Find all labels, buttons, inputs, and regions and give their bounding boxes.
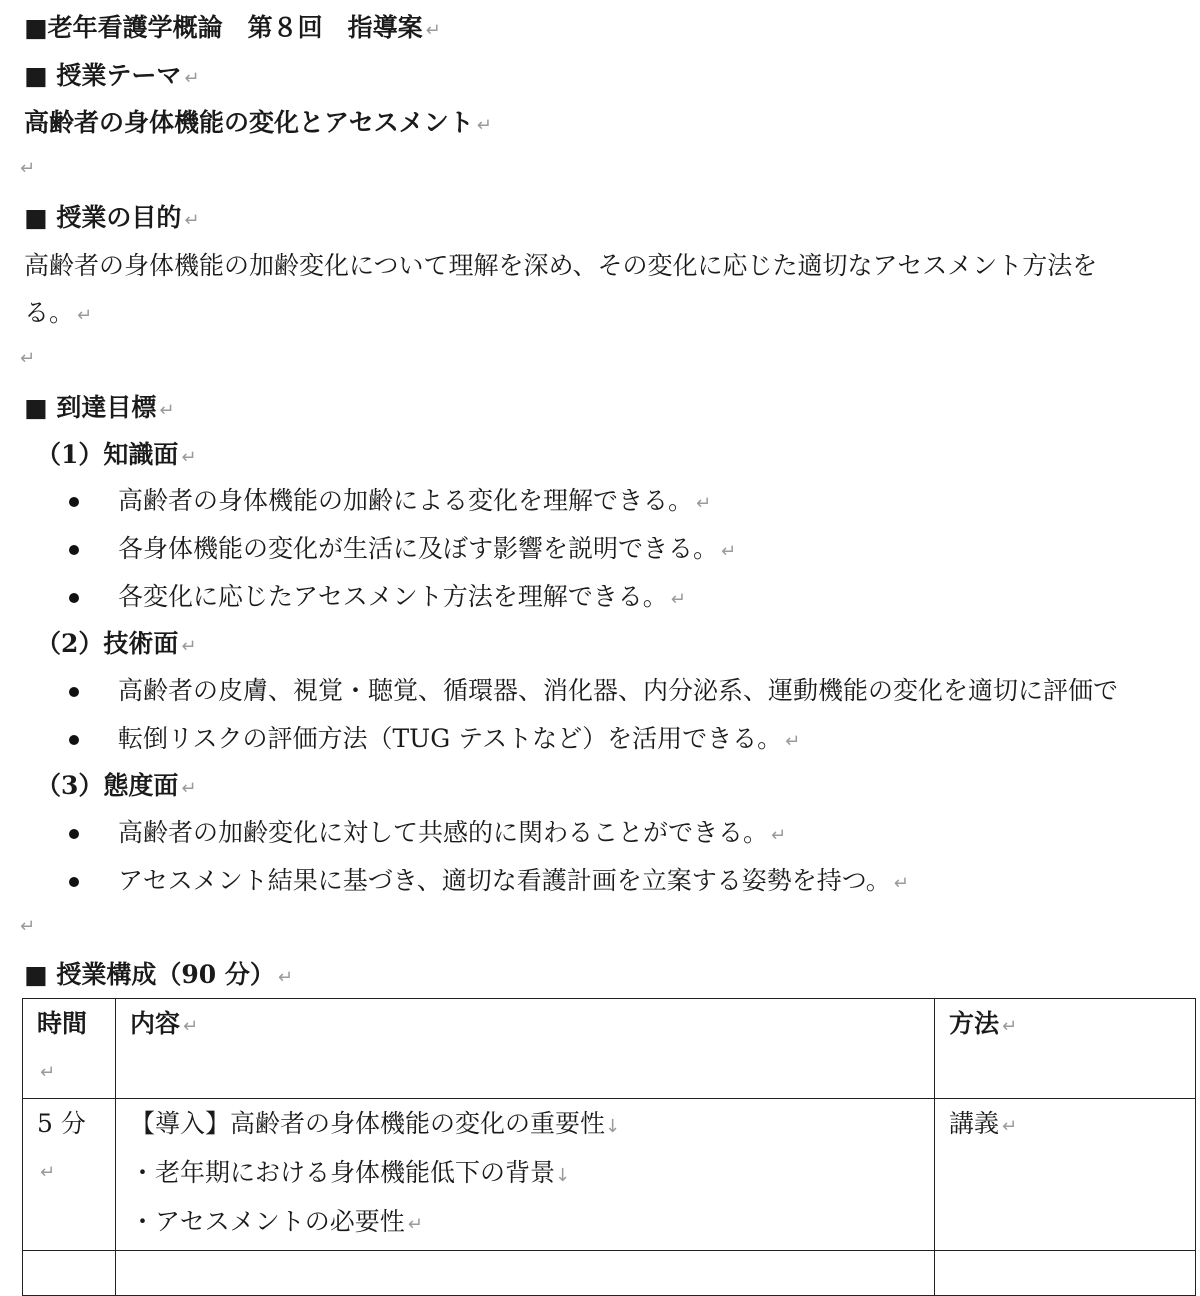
table-cell-method <box>935 1251 1196 1296</box>
goal-category-attitude <box>36 771 197 804</box>
bullet-icon <box>69 735 79 745</box>
purpose-text-line-2 <box>24 298 92 331</box>
structure-heading <box>24 960 293 993</box>
list-item <box>0 866 1200 896</box>
theme-text <box>24 108 492 141</box>
theme-text-value: 高齢者の身体機能の変化とアセスメント <box>24 108 474 137</box>
list-item-value: 高齢者の身体機能の加齢による変化を理解できる。 <box>118 486 694 515</box>
document-title-text: ■老年看護学概論 第８回 指導案 <box>24 13 423 42</box>
table-header-cell-content <box>116 999 935 1099</box>
paragraph-mark-icon: ↵ <box>277 967 293 988</box>
paragraph-mark-icon: ↵ <box>181 636 197 657</box>
content-line-value: ・アセスメントの必要性 <box>130 1207 405 1236</box>
empty-paragraph-mark-icon: ↵ <box>20 348 36 369</box>
list-item-value: 転倒リスクの評価方法（TUG テストなど）を活用できる。 <box>118 724 783 753</box>
bullet-icon <box>69 877 79 887</box>
header-label: 内容 <box>130 1009 181 1038</box>
paragraph-mark-icon: ↵ <box>181 447 197 468</box>
cell-value: 講義 <box>949 1109 1000 1138</box>
paragraph-mark-icon: ↵ <box>159 400 175 421</box>
list-item-value: アセスメント結果に基づき、適切な看護計画を立案する姿勢を持つ。 <box>118 866 891 895</box>
table-row <box>23 1251 1196 1296</box>
paragraph-mark-icon: ↵ <box>77 305 93 326</box>
content-line <box>130 1150 920 1199</box>
header-label: 時間 <box>37 1009 88 1038</box>
table-header-cell-method <box>935 999 1196 1099</box>
paragraph-mark-icon: ↵ <box>893 873 909 894</box>
table-row <box>23 1099 1196 1251</box>
goals-heading-text: ■ 到達目標 <box>24 393 157 422</box>
content-line-value: ・老年期における身体機能低下の背景 <box>130 1158 556 1187</box>
purpose-text-line-1: 高齢者の身体機能の加齢変化について理解を深め、その変化に応じた適切なアセスメント方法を <box>24 251 1098 280</box>
bullet-icon <box>69 829 79 839</box>
line-break-icon: ↓ <box>555 1165 571 1186</box>
table-cell-method <box>935 1099 1196 1251</box>
paragraph-mark-icon: ↵ <box>184 210 200 231</box>
table-cell-content <box>116 1099 935 1251</box>
cell-value: 5 分 <box>37 1109 86 1138</box>
goal-category-label: （2）技術面 <box>36 629 179 658</box>
list-item-text <box>118 818 786 851</box>
list-item-text <box>118 582 686 615</box>
paragraph-mark-icon: ↵ <box>785 731 801 752</box>
lesson-structure-table <box>22 998 1196 1296</box>
paragraph-mark-icon: ↵ <box>721 541 737 562</box>
paragraph-mark-icon: ↵ <box>1002 1016 1018 1037</box>
paragraph-mark-icon: ↵ <box>40 1162 56 1183</box>
list-item <box>0 676 1200 706</box>
empty-paragraph-mark-icon: ↵ <box>20 916 36 937</box>
list-item <box>0 724 1200 754</box>
list-item-text <box>118 486 711 519</box>
list-item-value: 各変化に応じたアセスメント方法を理解できる。 <box>118 582 668 611</box>
list-item-text <box>118 534 736 567</box>
paragraph-mark-icon: ↵ <box>476 115 492 136</box>
purpose-heading-text: ■ 授業の目的 <box>24 203 182 232</box>
paragraph-mark-icon: ↵ <box>670 589 686 610</box>
bullet-icon <box>69 687 79 697</box>
bullet-icon <box>69 497 79 507</box>
header-label: 方法 <box>949 1009 1000 1038</box>
content-line <box>130 1199 920 1248</box>
list-item-value: 各身体機能の変化が生活に及ぼす影響を説明できる。 <box>118 534 719 563</box>
goal-category-knowledge <box>36 440 197 473</box>
paragraph-mark-icon: ↵ <box>407 1214 423 1235</box>
purpose-heading <box>24 203 199 236</box>
paragraph-mark-icon: ↵ <box>1002 1116 1018 1137</box>
list-item-text <box>118 866 909 899</box>
list-item <box>0 534 1200 564</box>
goal-category-label: （1）知識面 <box>36 440 179 469</box>
list-item-text <box>118 724 800 757</box>
purpose-text-line-2-value: る。 <box>24 298 75 327</box>
table-cell-content <box>116 1251 935 1296</box>
content-line-value: 【導入】高齢者の身体機能の変化の重要性 <box>130 1109 606 1138</box>
goal-category-skills <box>36 629 197 662</box>
content-line <box>130 1101 920 1150</box>
bullet-icon <box>69 545 79 555</box>
list-item <box>0 818 1200 848</box>
line-break-icon: ↓ <box>605 1116 621 1137</box>
paragraph-mark-icon: ↵ <box>40 1062 56 1083</box>
empty-paragraph-mark-icon: ↵ <box>20 158 36 179</box>
bullet-icon <box>69 593 79 603</box>
table-cell-time <box>23 1251 116 1296</box>
list-item <box>0 582 1200 612</box>
paragraph-mark-icon: ↵ <box>425 20 441 41</box>
table-cell-time <box>23 1099 116 1251</box>
paragraph-mark-icon: ↵ <box>771 825 787 846</box>
list-item-text: 高齢者の皮膚、視覚・聴覚、循環器、消化器、内分泌系、運動機能の変化を適切に評価で <box>118 676 1119 705</box>
goal-category-label: （3）態度面 <box>36 771 179 800</box>
paragraph-mark-icon: ↵ <box>181 778 197 799</box>
structure-heading-text: ■ 授業構成（90 分） <box>24 960 275 989</box>
paragraph-mark-icon: ↵ <box>696 493 712 514</box>
table-header-row <box>23 999 1196 1099</box>
paragraph-mark-icon: ↵ <box>183 1016 199 1037</box>
theme-heading-text: ■ 授業テーマ <box>24 61 182 90</box>
list-item <box>0 486 1200 516</box>
goals-heading <box>24 393 174 426</box>
list-item-value: 高齢者の加齢変化に対して共感的に関わることができる。 <box>118 818 769 847</box>
table-header-cell-time <box>23 999 116 1099</box>
document-title <box>24 13 441 46</box>
theme-heading <box>24 61 199 94</box>
paragraph-mark-icon: ↵ <box>184 68 200 89</box>
